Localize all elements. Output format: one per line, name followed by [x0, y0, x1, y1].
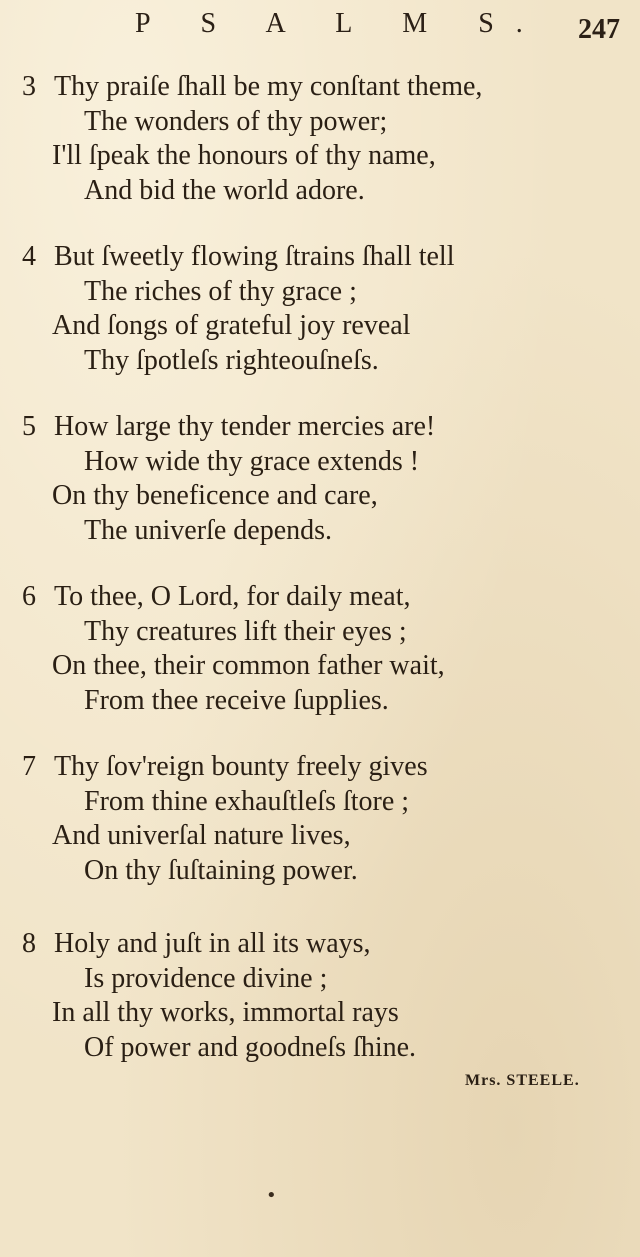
stanza-number: 3: [22, 71, 36, 102]
verse-line: And univerſal nature lives,: [52, 820, 351, 851]
verse-line: On thy ſuſtaining power.: [84, 854, 358, 886]
verse-line: 7 Thy ſov'reign bounty freely gives: [22, 750, 622, 785]
verse-line: 3 Thy praiſe ſhall be my conſtant theme,: [22, 70, 622, 105]
stanza-5: [22, 410, 622, 548]
stanza-number: 4: [22, 241, 36, 272]
stanza-7: [22, 750, 622, 888]
verse-line: On thee, their common father wait,: [52, 650, 445, 681]
ornament-mark: •: [266, 1185, 277, 1206]
verse-line: How wide thy grace extends !: [84, 445, 420, 477]
verse-line: On thy beneficence and care,: [52, 480, 378, 511]
verse-line: And ſongs of grateful joy reveal: [52, 310, 411, 341]
stanza-4: [22, 240, 622, 378]
stanza-number: 6: [22, 581, 36, 612]
verse-line: 6 To thee, O Lord, for daily meat,: [22, 580, 622, 615]
stanza-number: 5: [22, 411, 36, 442]
verse-line: In all thy works, immortal rays: [52, 997, 399, 1028]
stanza-3: [22, 70, 622, 208]
verse-line: Thy ſpotleſs righteouſneſs.: [84, 344, 379, 376]
verse-line: 4 But ſweetly flowing ſtrains ſhall tell: [22, 240, 622, 275]
verse-line: I'll ſpeak the honours of thy name,: [52, 140, 436, 171]
verse-line: 8 Holy and juſt in all its ways,: [22, 927, 622, 962]
stanza-8: [22, 927, 622, 1065]
stanza-number: 7: [22, 751, 36, 782]
verse-line: From thine exhauſtleſs ſtore ;: [84, 785, 410, 817]
verse-line: 5 How large thy tender mercies are!: [22, 410, 622, 445]
verse-line: Of power and goodneſs ſhine.: [84, 1031, 417, 1063]
verse-line: The wonders of thy power;: [84, 105, 388, 137]
verse-line: The riches of thy grace ;: [84, 275, 357, 307]
verse-line: Thy creatures lift their eyes ;: [84, 615, 407, 647]
verse-line: The univerſe depends.: [84, 514, 333, 546]
verse-line: From thee receive ſupplies.: [84, 684, 389, 716]
author-attribution: Mrs. STEELE.: [465, 1072, 580, 1089]
page-number: 247: [578, 14, 620, 45]
running-head-title: P S A L M S.: [135, 8, 545, 39]
verse-line: And bid the world adore.: [84, 174, 365, 206]
stanza-number: 8: [22, 928, 36, 959]
stanza-6: [22, 580, 622, 718]
verse-line: Is providence divine ;: [84, 962, 328, 994]
